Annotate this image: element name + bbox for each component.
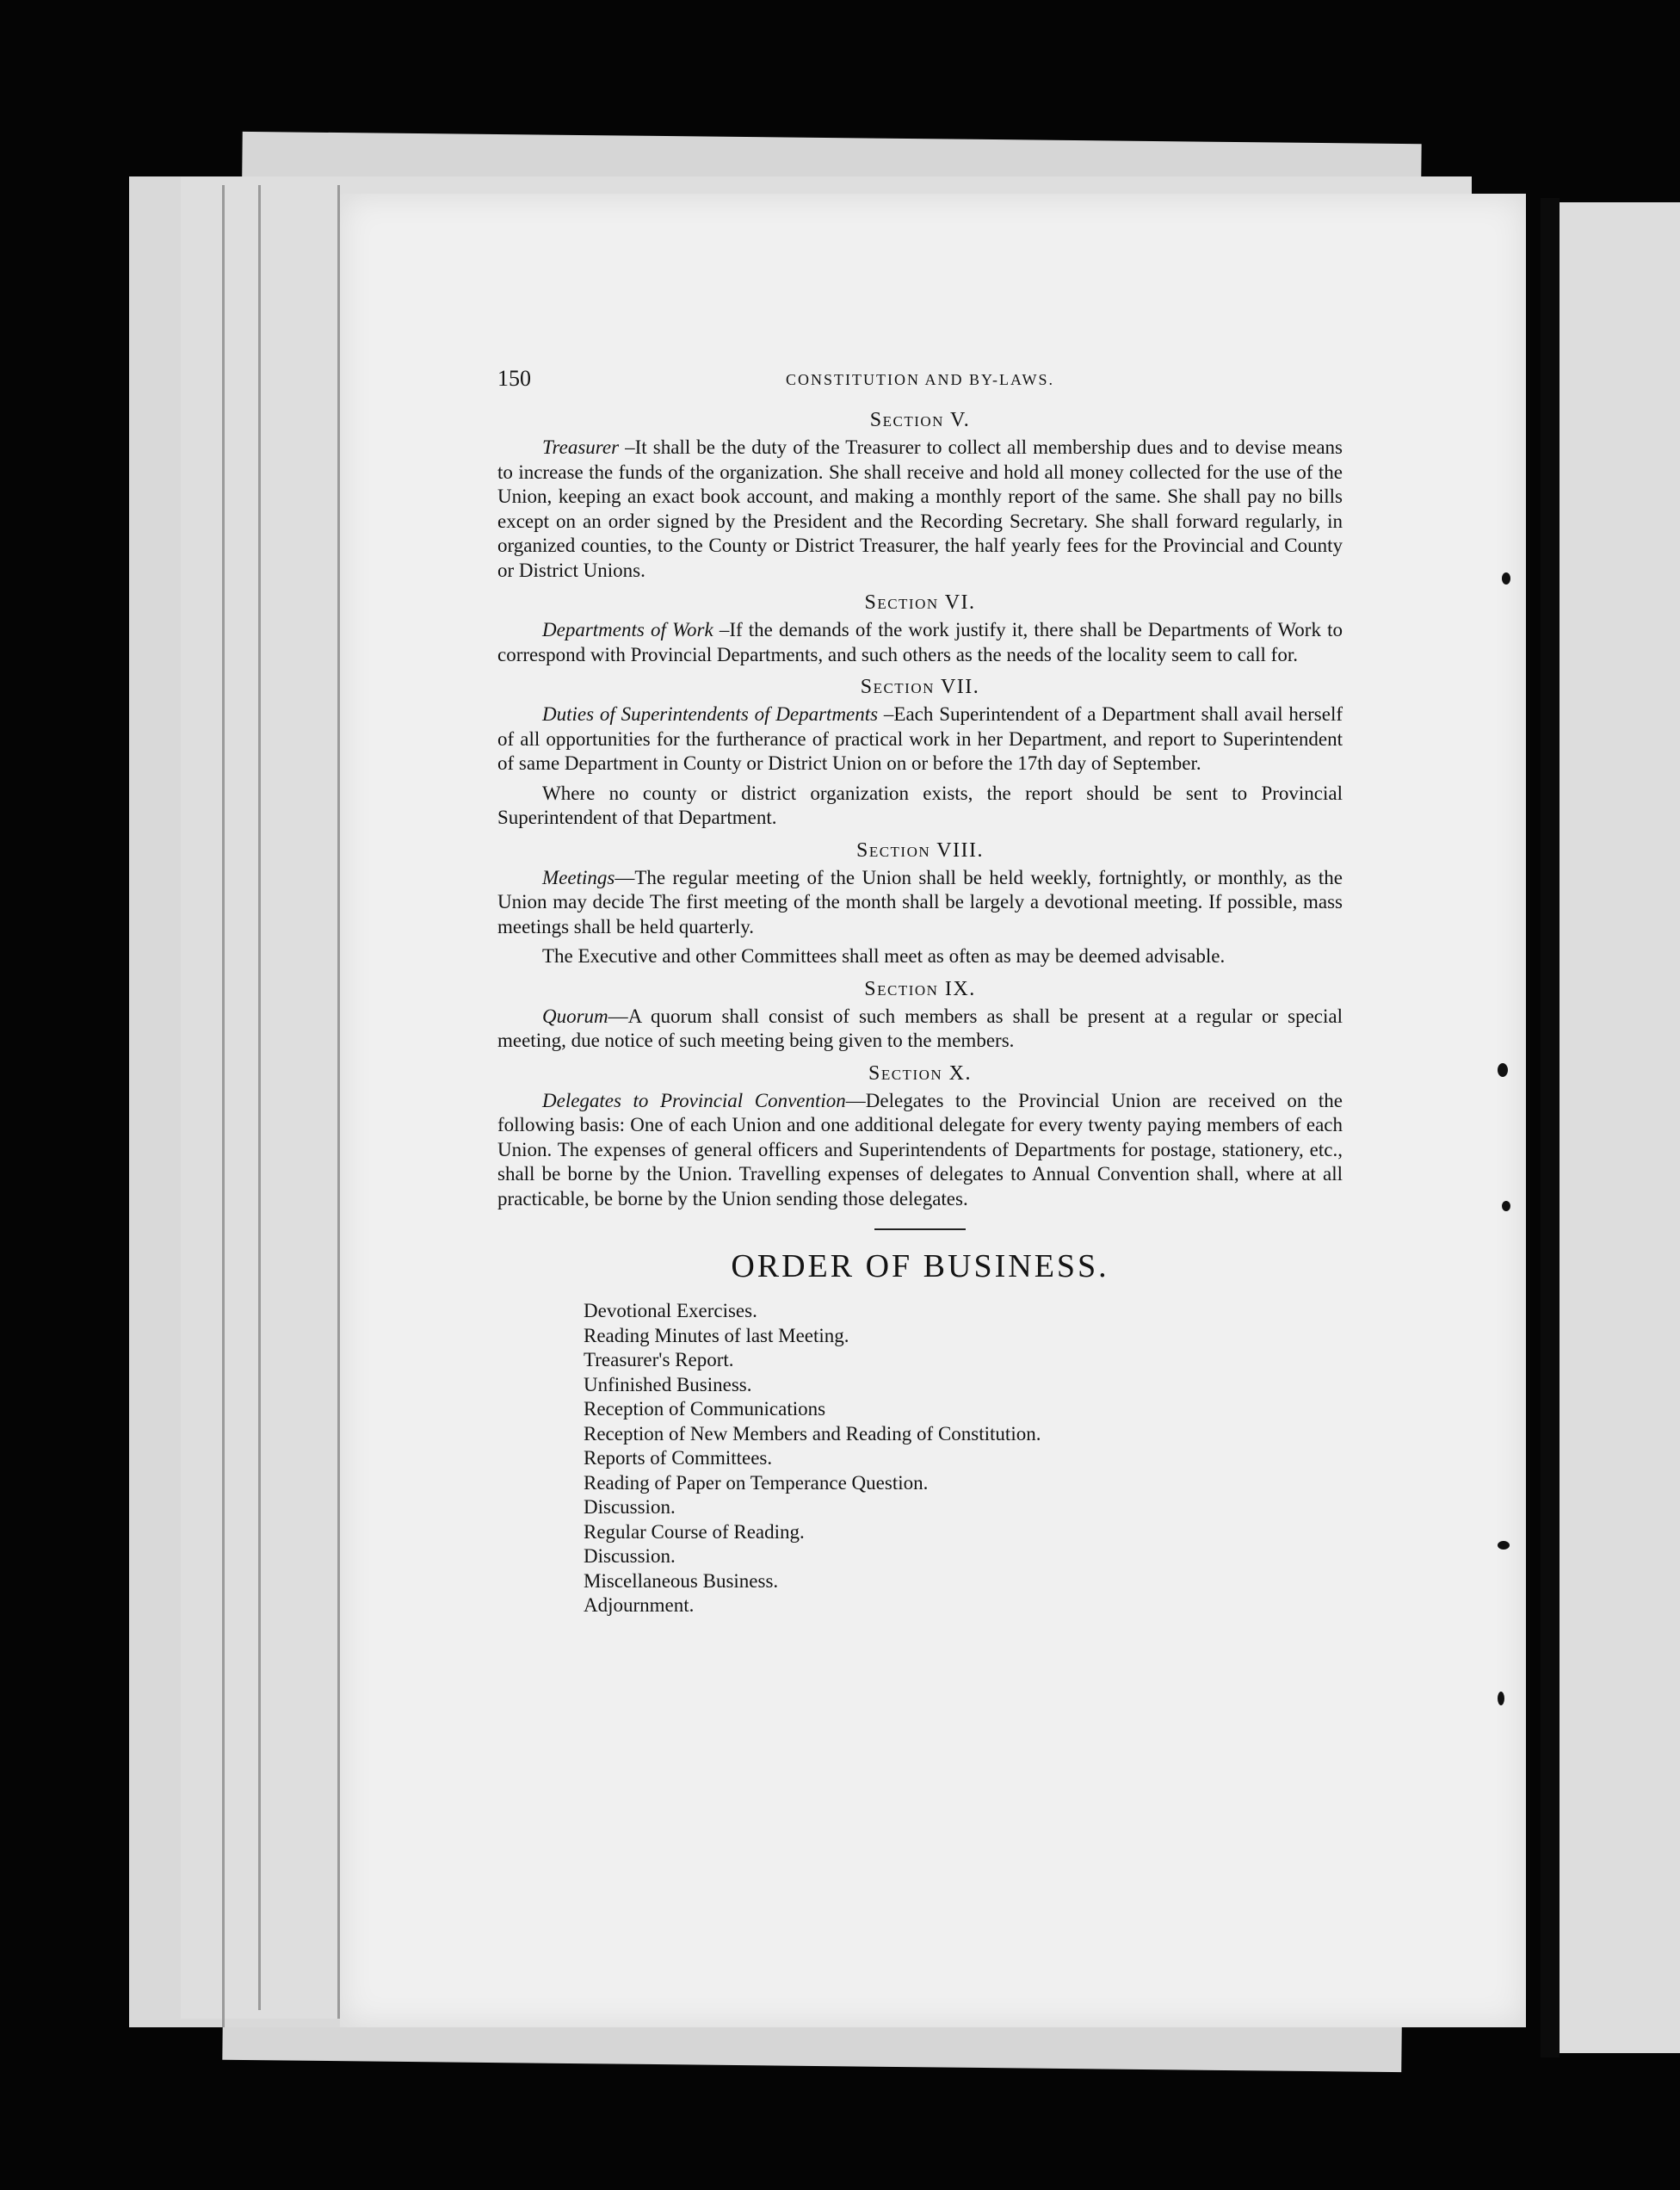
order-item: Reception of Communications bbox=[584, 1398, 826, 1420]
facing-page bbox=[1553, 202, 1680, 2053]
running-head bbox=[497, 366, 1343, 400]
order-item: Unfinished Business. bbox=[584, 1373, 752, 1395]
section-paragraph bbox=[497, 944, 1343, 969]
section-paragraph bbox=[497, 436, 1343, 583]
order-item: Devotional Exercises. bbox=[584, 1300, 757, 1321]
page-content bbox=[497, 366, 1343, 1618]
ink-speck bbox=[1498, 1063, 1508, 1077]
order-item: Discussion. bbox=[584, 1496, 676, 1518]
section-heading: Section V. bbox=[869, 409, 971, 431]
document-page bbox=[340, 194, 1526, 2027]
paragraph-lead-term: Duties of Superintendents of Departments bbox=[542, 703, 879, 725]
order-item: Adjournment. bbox=[584, 1594, 695, 1616]
section-heading: Section VII. bbox=[860, 676, 980, 698]
paragraph-lead-term: Departments of Work bbox=[542, 619, 713, 640]
paragraph-lead-term: Treasurer bbox=[542, 436, 620, 458]
paragraph-lead-term: Quorum bbox=[542, 1005, 608, 1027]
paragraph-text: Where no county or district organization exists, the report should be sent to Provincial Superintendent of that Department. bbox=[497, 782, 1343, 828]
order-item: Reading Minutes of last Meeting. bbox=[584, 1324, 849, 1346]
section-divider-rule bbox=[874, 1228, 966, 1230]
paragraph-lead-term: Meetings bbox=[542, 866, 615, 888]
section-paragraph bbox=[497, 1089, 1343, 1212]
section-heading: Section X. bbox=[868, 1061, 972, 1085]
paragraph-text: —Delegates to the Provincial Union are received on the following basis: One of each Union and one additional delegate for every twenty paying members of each Union. The expenses of general officers and Superintendents of Departments for postage, stationery, etc., shall be borne by the Union. Travelling expenses of delegates to Annual Convention shall, where at all practicable, be borne by the Union sending those delegates. bbox=[497, 1089, 1343, 1209]
ink-speck bbox=[1502, 1201, 1510, 1211]
paragraph-text: —The regular meeting of the Union shall be held weekly, fortnightly, or monthly, as the Union may decide The first meeting of the month shall be largely a devotional meeting. If possible, mass meetings shall be held quarterly. bbox=[497, 866, 1343, 937]
paragraph-text: —A quorum shall consist of such members as shall be present at a regular or special meeting, due notice of such meeting being given to the members. bbox=[497, 1005, 1343, 1051]
section-paragraph bbox=[497, 618, 1343, 667]
page-number: 150 bbox=[497, 366, 531, 391]
running-head-title: CONSTITUTION AND BY-LAWS. bbox=[785, 371, 1055, 388]
page-edge bbox=[258, 185, 261, 2010]
page-edge bbox=[222, 185, 225, 2027]
order-of-business-list bbox=[497, 1299, 1343, 1618]
section-heading: Section VI. bbox=[864, 591, 976, 614]
order-item: Treasurer's Report. bbox=[584, 1349, 734, 1370]
section-paragraph bbox=[497, 866, 1343, 940]
paragraph-lead-term: Delegates to Provincial Convention bbox=[542, 1089, 846, 1111]
order-item: Reading of Paper on Temperance Question. bbox=[584, 1471, 929, 1494]
section-heading: Section IX. bbox=[864, 977, 976, 1000]
order-item: Regular Course of Reading. bbox=[584, 1520, 805, 1543]
ink-speck bbox=[1502, 572, 1510, 585]
sections bbox=[497, 409, 1343, 1211]
paragraph-text: –If the demands of the work justify it, there shall be Departments of Work to correspond with Provincial Departments, and such others as the needs of the locality seem to call for. bbox=[497, 619, 1343, 665]
order-of-business-title: ORDER OF BUSINESS. bbox=[731, 1248, 1109, 1284]
book-gutter bbox=[1541, 198, 1560, 2057]
order-item: Miscellaneous Business. bbox=[584, 1569, 779, 1592]
order-item: Discussion. bbox=[584, 1545, 676, 1567]
section-paragraph bbox=[497, 782, 1343, 831]
paragraph-text: –Each Superintendent of a Department shall avail herself of all opportunities for the furtherance of practical work in her Department, and report to Superintendent of same Department in County or District Union on or before the 17th day of September. bbox=[497, 703, 1343, 774]
order-item: Reception of New Members and Reading of Constitution. bbox=[584, 1422, 1041, 1445]
ink-speck bbox=[1498, 1692, 1504, 1705]
order-item: Reports of Committees. bbox=[584, 1447, 773, 1469]
section-paragraph bbox=[497, 1005, 1343, 1054]
section-paragraph bbox=[497, 702, 1343, 776]
section-heading: Section VIII. bbox=[855, 838, 985, 862]
paragraph-text: –It shall be the duty of the Treasurer to collect all membership dues and to devise means to increase the funds of the organization. She shall receive and hold all money collected for the use of the Union, keeping an exact book account, and making a monthly report of the same. She shall pay no bills except on an order signed by the President and the Recording Secretary. She shall forward regularly, in organized counties, to the County or District Treasurer, the half yearly fees for the Provincial and County or District Unions. bbox=[497, 436, 1343, 581]
paragraph-text: The Executive and other Committees shall meet as often as may be deemed advisable. bbox=[542, 945, 1226, 967]
ink-speck bbox=[1498, 1541, 1510, 1550]
